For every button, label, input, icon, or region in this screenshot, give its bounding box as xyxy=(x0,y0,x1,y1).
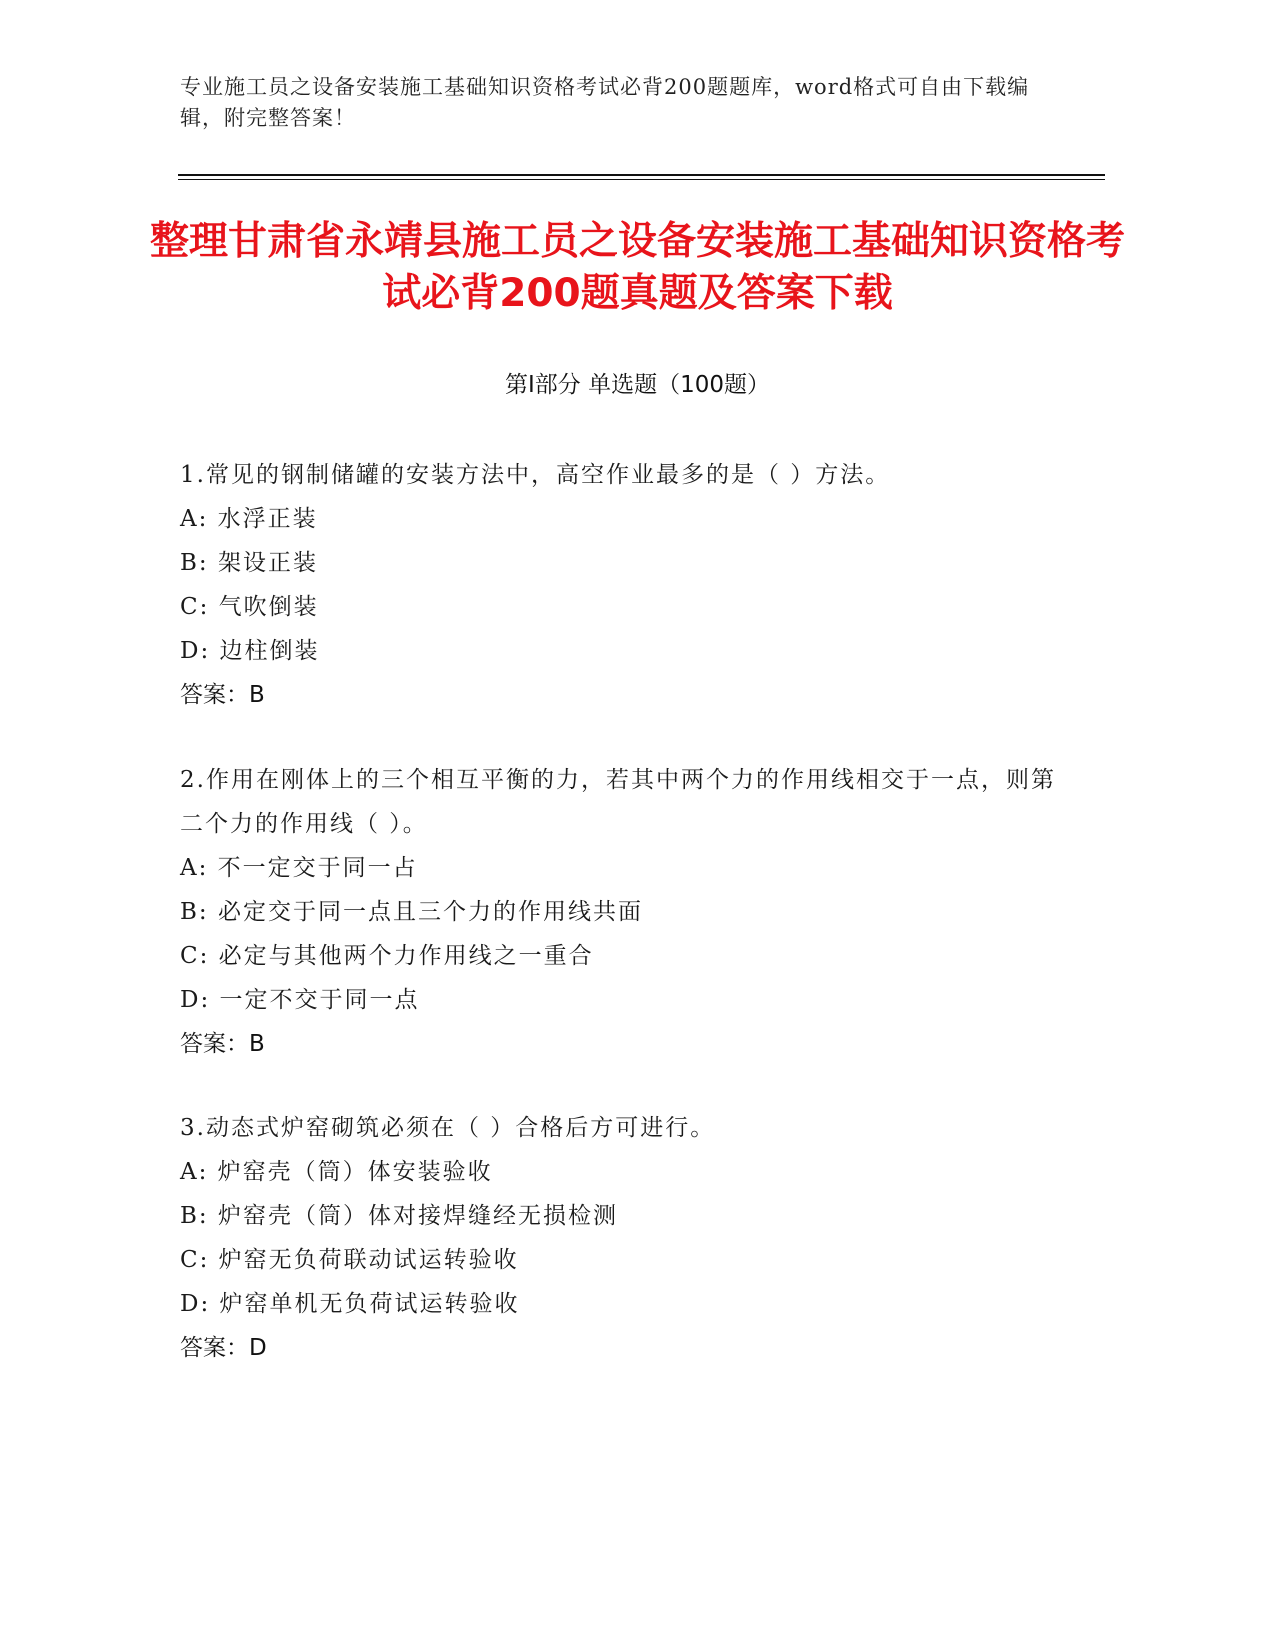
question-stem: 3.动态式炉窑砌筑必须在（ ）合格后方可进行。 xyxy=(180,1115,716,1141)
header-divider xyxy=(178,174,1105,176)
header-divider-thin xyxy=(178,179,1105,180)
option-a: A: 水浮正装 xyxy=(180,506,318,532)
header-note: 专业施工员之设备安装施工基础知识资格考试必背200题题库，word格式可自由下载编辑，附完整答案！ xyxy=(180,75,1030,130)
question-1 xyxy=(180,453,1060,717)
answer-label: 答案：B xyxy=(180,1031,265,1057)
answer-label: 答案：D xyxy=(180,1335,267,1361)
question-stem: 2.作用在刚体上的三个相互平衡的力，若其中两个力的作用线相交于一点，则第二个力的作用线（ ）。 xyxy=(180,767,1056,837)
option-d: D: 一定不交于同一点 xyxy=(180,987,420,1013)
option-c: C: 炉窑无负荷联动试运转验收 xyxy=(180,1247,519,1273)
option-a: A: 不一定交于同一占 xyxy=(180,855,418,881)
option-d: D: 边柱倒装 xyxy=(180,638,320,664)
option-c: C: 必定与其他两个力作用线之一重合 xyxy=(180,943,594,969)
question-stem: 1.常见的钢制储罐的安装方法中，高空作业最多的是（ ）方法。 xyxy=(180,462,891,488)
option-c: C: 气吹倒装 xyxy=(180,594,319,620)
option-d: D: 炉窑单机无负荷试运转验收 xyxy=(180,1291,520,1317)
option-b: B: 架设正装 xyxy=(180,550,318,576)
option-b: B: 炉窑壳（筒）体对接焊缝经无损检测 xyxy=(180,1203,618,1229)
option-b: B: 必定交于同一点且三个力的作用线共面 xyxy=(180,899,643,925)
option-a: A: 炉窑壳（筒）体安装验收 xyxy=(180,1159,493,1185)
document-title: 整理甘肃省永靖县施工员之设备安装施工基础知识资格考试必背200题真题及答案下载 xyxy=(150,219,1126,316)
question-3 xyxy=(180,1106,1060,1370)
answer-label: 答案：B xyxy=(180,682,265,708)
section-heading: 第I部分 单选题（100题） xyxy=(505,372,770,398)
question-2 xyxy=(180,758,1060,1066)
